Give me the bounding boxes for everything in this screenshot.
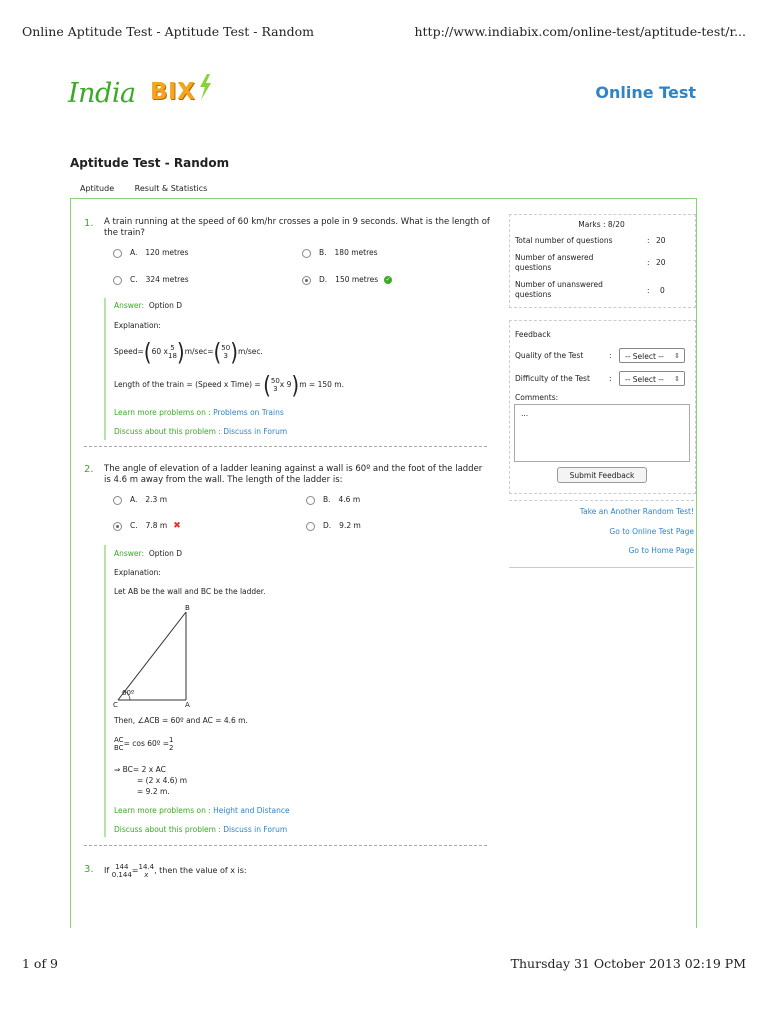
learn-more-label: Learn more problems on : xyxy=(114,806,211,815)
learn-more-link[interactable]: Height and Distance xyxy=(213,806,290,815)
fraction xyxy=(169,736,173,752)
fraction-denominator: 3 xyxy=(223,352,228,360)
stat-value: 0 xyxy=(660,286,665,295)
print-page-count: 1 of 9 xyxy=(22,956,59,971)
formula-text: , then the value of x is: xyxy=(154,866,247,875)
feedback-title: Feedback xyxy=(515,330,551,339)
answer-explanation-panel xyxy=(104,298,106,440)
section-heading: Online Test xyxy=(595,83,696,102)
option-letter: A. xyxy=(130,495,138,504)
page-title: Aptitude Test - Random xyxy=(70,156,230,170)
quality-label: Quality of the Test xyxy=(515,351,584,360)
wrong-cross-icon: ✖ xyxy=(173,521,181,531)
fraction xyxy=(112,863,132,879)
length-formula xyxy=(114,370,344,400)
logo-india-text: India xyxy=(68,78,136,109)
discuss-forum-link[interactable]: Discuss in Forum xyxy=(223,427,288,436)
fraction-denominator: 2 xyxy=(169,744,174,752)
question-text xyxy=(104,217,494,239)
stat-sep: : xyxy=(647,286,650,295)
fraction-numerator: 14.4 xyxy=(138,862,155,871)
fraction-numerator: 5 xyxy=(170,344,175,352)
question-text-line: The angle of elevation of a ladder leaning against a wall is 60º and the foot of the ladder xyxy=(104,464,483,474)
option-text: 7.8 m xyxy=(145,521,168,530)
radio-button[interactable] xyxy=(306,522,315,531)
question-text-line: the train? xyxy=(104,228,145,238)
print-header xyxy=(22,24,746,40)
option-letter: C. xyxy=(130,521,138,530)
vertex-a-label: A xyxy=(185,701,190,709)
option-letter: B. xyxy=(319,248,327,257)
fraction-denominator: 3 xyxy=(273,385,278,393)
paren-close: ) xyxy=(176,337,185,367)
field-colon: : xyxy=(609,374,612,383)
radio-button[interactable] xyxy=(306,496,315,505)
radio-button-selected[interactable] xyxy=(302,276,311,285)
select-value: -- Select -- xyxy=(625,375,664,384)
explanation-label: Explanation: xyxy=(114,568,161,577)
discuss-label: Discuss about this problem : xyxy=(114,825,221,834)
stat-label: Number of answered questions xyxy=(515,253,594,272)
fraction-numerator: AC xyxy=(114,736,124,744)
discuss-line xyxy=(114,427,287,436)
stat-value: 20 xyxy=(656,236,666,245)
fraction xyxy=(138,863,154,879)
stat-value: 20 xyxy=(656,258,666,267)
explanation-text: Let AB be the wall and BC be the ladder. xyxy=(114,587,266,596)
answer-line xyxy=(114,301,182,310)
fraction-denominator: x xyxy=(144,870,149,879)
comments-label: Comments: xyxy=(515,393,559,402)
question-text-line: A train running at the speed of 60 km/hr crosses a pole in 9 seconds. What is the length of xyxy=(104,217,490,227)
fraction-numerator: 144 xyxy=(115,862,129,871)
quality-select[interactable] xyxy=(619,348,685,363)
fraction-denominator: 18 xyxy=(167,352,177,360)
learn-more-label: Learn more problems on : xyxy=(114,408,211,417)
formula-text: m/sec. xyxy=(238,347,263,356)
cos-formula xyxy=(114,733,173,755)
formula-text: If xyxy=(104,866,110,875)
vertex-b-label: B xyxy=(185,604,190,612)
logo-bix-text: BIX xyxy=(150,79,196,105)
formula-text: = cos 60º = xyxy=(123,739,169,748)
angle-label: 60º xyxy=(122,689,135,697)
question-number: 1. xyxy=(84,218,94,229)
question-divider xyxy=(84,845,487,846)
print-datetime: Thursday 31 October 2013 02:19 PM xyxy=(510,956,746,971)
ladder-line xyxy=(118,612,186,700)
explanation-label: Explanation: xyxy=(114,321,161,330)
print-page-title: Online Aptitude Test - Aptitude Test - Random xyxy=(22,24,315,39)
option-letter: B. xyxy=(323,495,331,504)
radio-button[interactable] xyxy=(113,496,122,505)
submit-feedback-button[interactable]: Submit Feedback xyxy=(557,467,647,483)
select-value: -- Select -- xyxy=(625,352,664,361)
updown-arrow-icon: ⇕ xyxy=(674,375,680,383)
formula-text: = xyxy=(131,866,139,875)
formula-text: m = 150 m. xyxy=(299,380,344,389)
option-text: 150 metres xyxy=(335,275,379,284)
stat-label: Total number of questions xyxy=(515,236,613,245)
stat-label: Number of unanswered questions xyxy=(515,280,603,299)
option-letter: D. xyxy=(323,521,332,530)
question-divider xyxy=(84,446,487,447)
nav-results-link[interactable]: Result & Statistics xyxy=(134,184,208,193)
question-number: 3. xyxy=(84,864,94,875)
fraction xyxy=(114,736,124,752)
question-text xyxy=(104,860,247,882)
stat-sep: : xyxy=(647,258,650,267)
indiabix-logo[interactable] xyxy=(68,74,218,114)
print-page-url: http://www.indiabix.com/online-test/aptitude-test/r... xyxy=(414,24,746,39)
correct-check-icon: ✓ xyxy=(385,276,391,283)
answer-label: Answer: xyxy=(114,301,145,310)
option-text: 180 metres xyxy=(334,248,378,257)
option-text: 9.2 m xyxy=(339,521,361,530)
fraction-numerator: 50 xyxy=(221,344,231,352)
stat-sep: : xyxy=(647,236,650,245)
solution-step: ⇒ BC= 2 x AC xyxy=(114,765,166,774)
question-number: 2. xyxy=(84,464,94,475)
nav-aptitude-link[interactable]: Aptitude xyxy=(80,184,115,193)
answer-value: Option D xyxy=(148,549,183,558)
discuss-forum-link[interactable]: Discuss in Forum xyxy=(223,825,288,834)
paren-close: ) xyxy=(230,337,239,367)
paren-open: ( xyxy=(143,337,152,367)
learn-more-link[interactable]: Problems on Trains xyxy=(213,408,284,417)
comments-textarea[interactable]: ... xyxy=(514,404,690,462)
discuss-line xyxy=(114,825,287,834)
radio-button[interactable] xyxy=(302,249,311,258)
radio-button[interactable] xyxy=(113,249,122,258)
formula-text: Length of the train = (Speed x Time) = xyxy=(114,380,261,389)
option-text: 324 metres xyxy=(145,275,189,284)
radio-button[interactable] xyxy=(113,276,122,285)
option-b[interactable] xyxy=(306,495,360,505)
lightning-icon xyxy=(198,74,212,100)
field-colon: : xyxy=(609,351,612,360)
option-text: 4.6 m xyxy=(338,495,361,504)
option-a[interactable] xyxy=(113,248,188,258)
answer-line xyxy=(114,549,182,558)
updown-arrow-icon: ⇕ xyxy=(674,352,680,360)
answer-label: Answer: xyxy=(114,549,145,558)
option-c[interactable] xyxy=(113,275,189,285)
fraction xyxy=(271,377,280,393)
formula-text: Speed= xyxy=(114,347,144,356)
learn-more-line xyxy=(114,806,290,815)
online-test-page-link[interactable]: Go to Online Test Page xyxy=(609,527,694,536)
learn-more-line xyxy=(114,408,284,417)
option-b[interactable] xyxy=(302,248,378,258)
option-text: 120 metres xyxy=(145,248,189,257)
paren-close: ) xyxy=(291,370,300,400)
difficulty-select[interactable] xyxy=(619,371,685,386)
random-test-link[interactable]: Take an Another Random Test! xyxy=(579,507,694,516)
answer-explanation-panel xyxy=(104,545,106,837)
option-letter: C. xyxy=(130,275,138,284)
speed-formula xyxy=(114,337,263,367)
option-c[interactable] xyxy=(113,521,181,531)
explanation-text: Then, ∠ACB = 60º and AC = 4.6 m. xyxy=(114,716,248,725)
formula-text: 60 x xyxy=(151,347,168,356)
option-d[interactable] xyxy=(306,521,361,531)
paren-open: ( xyxy=(263,370,271,400)
print-footer xyxy=(22,956,746,972)
fraction-numerator: 50 xyxy=(270,377,280,385)
fraction-numerator: 1 xyxy=(169,736,174,744)
formula-text: x 9 xyxy=(279,380,292,389)
option-d[interactable] xyxy=(302,275,392,285)
quick-links xyxy=(509,507,694,567)
option-text: 2.3 m xyxy=(145,495,168,504)
radio-button-selected[interactable] xyxy=(113,522,122,531)
solution-step: = 9.2 m. xyxy=(137,787,170,796)
question-text-line: is 4.6 m away from the wall. The length of the ladder is: xyxy=(104,475,343,485)
difficulty-label: Difficulty of the Test xyxy=(515,374,590,383)
sub-navigation xyxy=(80,184,225,193)
home-page-link[interactable]: Go to Home Page xyxy=(628,546,694,555)
marks-score: Marks : 8/20 xyxy=(578,220,625,229)
answer-value: Option D xyxy=(148,301,183,310)
fraction xyxy=(168,344,177,360)
formula-text: m/sec= xyxy=(184,347,214,356)
option-a[interactable] xyxy=(113,495,167,505)
paren-open: ( xyxy=(213,337,222,367)
fraction-denominator: BC xyxy=(114,744,124,752)
option-letter: D. xyxy=(319,275,328,284)
discuss-label: Discuss about this problem : xyxy=(114,427,221,436)
option-letter: A. xyxy=(130,248,138,257)
solution-step: = (2 x 4.6) m xyxy=(137,776,188,785)
fraction-denominator: 0.144 xyxy=(111,870,132,879)
vertex-c-label: C xyxy=(113,701,118,709)
fraction xyxy=(221,344,230,360)
question-text xyxy=(104,464,494,486)
